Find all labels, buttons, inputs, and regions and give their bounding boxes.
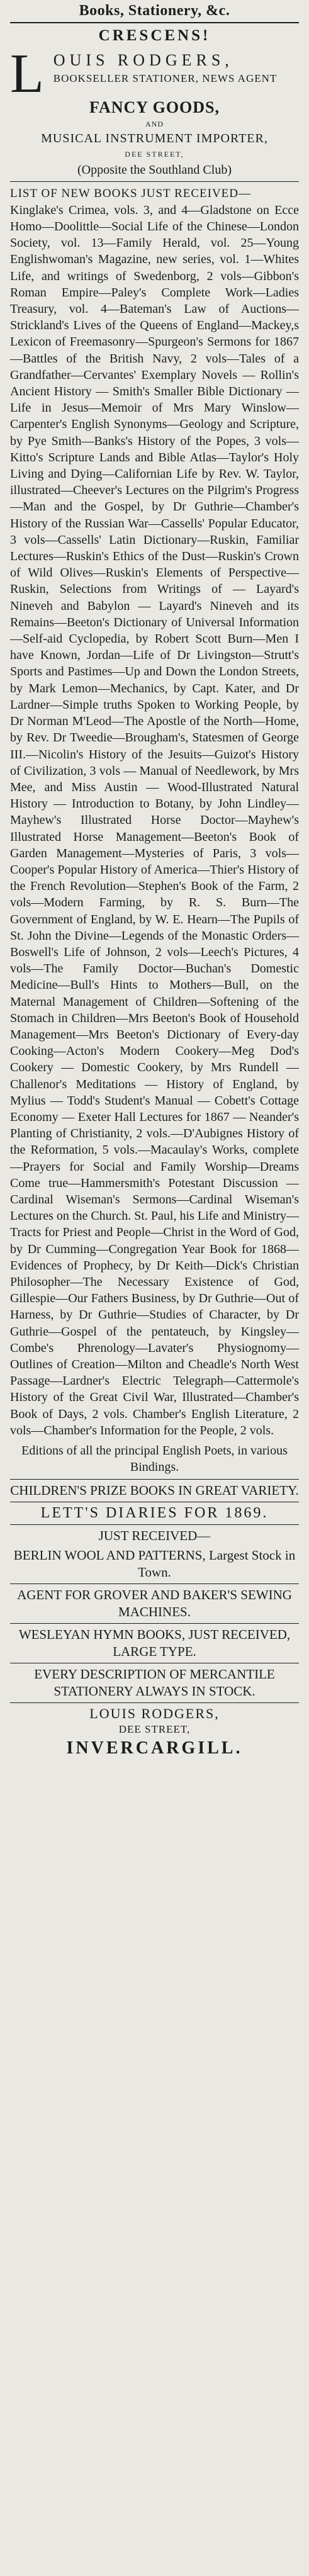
section-header: Books, Stationery, &c. [79, 3, 230, 19]
footer-name: LOUIS RODGERS, [89, 1706, 220, 1722]
footer-street: DEE STREET, [118, 1723, 191, 1736]
fancy-goods-line: FANCY GOODS, [89, 98, 220, 116]
header-rule [10, 22, 299, 23]
and-word: AND [145, 119, 164, 128]
list-heading: LIST OF NEW BOOKS JUST RECEIVED— [10, 186, 251, 200]
divider [10, 1479, 299, 1480]
notice-hymn-books: WESLEYAN HYMN BOOKS, JUST RECEIVED, LARGE TYPE. [18, 1627, 291, 1660]
notice-mercantile: EVERY DESCRIPTION OF MERCANTILE STATIONERY ALWAYS IN STOCK. [34, 1667, 275, 1699]
advertisement [10, 0, 299, 1758]
notice-prize-books: CHILDREN'S PRIZE BOOKS IN GREAT VARIETY. [10, 1483, 299, 1499]
notice-just-received: JUST RECEIVED— [98, 1528, 211, 1544]
divider [10, 1702, 299, 1703]
notice-letts-diaries: LETT'S DIARIES FOR 1869. [40, 1505, 269, 1522]
notice-berlin-wool: BERLIN WOOL AND PATTERNS, Largest Stock in Town. [13, 1548, 296, 1580]
opposite-line: (Opposite the Southland Club) [77, 162, 232, 177]
footer-town: INVERCARGILL. [66, 1738, 243, 1758]
divider [10, 1623, 299, 1624]
list-rule [10, 181, 299, 182]
book-list: Kinglake's Crimea, vols. 3, and 4—Gladstone on Ecce Homo—Doolittle—Social Life of the Chinese—London Society, vol. 13—Family Herald, vol. 25—Young Englishwoman's Magazine, new series, vol. 1—Whites Life, and writings of Swedenborg, 2 vols—Gibbon's Roman Empire—Paley's Complete Work—Ladies Treasury, vol. 4—Bateman's Law of Auctions—Strickland's Lives of the Queens of England—Mackey,s Lexicon of Freemasonry—Spurgeon's Sermons for 1867—Battles of the British Navy, 2 vols—Tales of a Grandfather—Cervantes' Exemplary Novels — Rollin's Ancient History — Smith's Smaller Bible Dictionary — Life in Jesus—Memoir of Mrs Mary Winslow—Carpenter's English Synonyms—Geology and Scripture, by Pye Smith—Banks's History of the Popes, 3 vols—Kitto's Scripture Lands and Bible Atlas—Taylor's Holy Living and Dying—Californian Life by Rev. W. Taylor, illustrated—Cheever's Lectures on the Pilgrim's Progress—Man and the Gospel, by Dr Guthrie—Chamber's History of the Russian War—Cassells' Popular Educator, 3 vols—Cassells' Latin Dictionary—Ruskin, Familiar Lectures—Ruskin's Ethics of the Dust—Ruskin's Crown of Wild Olives—Ruskin's Elements of Perspective—Ruskin, Selections from Writings of — Layard's Nineveh and Babylon — Layard's Nineveh and its Remains—Beeton's Dictionary of Universal Information—Self-aid Cyclopedia, by Robert Scott Burn—Men I have Known, Jordan—Life of Dr Livingston—Strutt's Sports and Pastimes—Up and Down the London Streets, by Mark Lemon—Mechanics, by Capt. Kater, and Dr Lardner—Simple truths Spoken to Working People, by Dr Norman M'Leod—The Apostle of the North—Home, by Rev. Dr Tweedie—Brougham's, Statesmen of George III.—Nicolin's History of the Jesuits—Guizot's History of Civilization, 3 vols — Manual of Needlework, by Mrs Mee, and Miss Austin — Wood-Illustrated Natural History — Introduction to Botany, by John Lindley—Mayhew's Illustrated Horse Doctor—Mayhew's Illustrated Horse Management—Beeton's Book of Garden Management—Mysteries of Paris, 3 vols—Cooper's Popular History of America—Thier's History of the French Revolution—Stephen's Book of the Farm, 2 vols—Modern Farming, by R. S. Burn—The Government of England, by W. E. Hearn—The Pupils of St. John the Divine—Legends of the Monastic Orders—Boswell's Life of Johnson, 2 vols—Leech's Pictures, 4 vols—The Family Doctor—Buchan's Domestic Medicine—Bull's Hints to Mothers—Bull, on the Maternal Management of Children—Softening of the Stomach in Children—Mrs Beeton's Book of Household Management—Mrs Beeton's Dictionary of Every-day Cooking—Acton's Modern Cookery—Meg Dod's Cookery — Domestic Cookery, by Mrs Rundell — Challenor's Meditations — History of England, by Mylius — Todd's Student's Manual — Cobett's Cottage Economy — Exeter Hall Lectures for 1867 — Neander's Planting of Christianity, 2 vols.—D'Aubignes History of the Reformation, 5 vols.—Macaulay's Works, complete—Prayers for Social and Family Worship—Dreams Come true—Hammersmith's Potestant Discussion — Cardinal Wiseman's Sermons—Cardinal Wiseman's Lectures on the Church. St. Paul, his Life and Ministry—Tracts for Priest and People—Christ in the Word of God, by Dr Cumming—Congregation Year Book for 1868—Evidences of Prophecy, by Dr Keith—Dick's Christian Philosopher—The Necessary Existence of God, Gillespie—Our Fathers Business, by Dr Guthrie—Out of Harness, by Dr Guthrie—Studies of Character, by Dr Guthrie—Gospel of the pentateuch, by Kingsley—Combe's Phrenology—Lavater's Physiognomy—Outlines of Creation—Milton and Cheadle's North West Passage—Lardner's Electric Telegraph—Cattermole's History of the Great Civil War, Illustrated—Chamber's Book of Days, 2 vols. Chamber's English Literature, 2 vols—Chamber's Information for the People, 2 vols. [10, 203, 299, 1437]
divider [10, 1524, 299, 1525]
proprietor-line [10, 43, 299, 104]
divider [10, 1583, 299, 1584]
bookseller-line: BOOKSELLER STATIONER, NEWS AGENT [53, 72, 278, 84]
musical-importer-line: MUSICAL INSTRUMENT IMPORTER, [41, 131, 268, 145]
crescens-title: CRESCENS! [98, 27, 211, 44]
notice-sewing-agent: AGENT FOR GROVER AND BAKER'S SEWING MACHINES. [17, 1587, 292, 1620]
dee-street-line: DEE STREET, [125, 149, 184, 159]
dropcap-letter: L [10, 43, 48, 104]
editions-note: Editions of all the principal English Poets, in various Bindings. [21, 1444, 288, 1475]
proprietor-name: OUIS RODGERS, [53, 51, 233, 69]
